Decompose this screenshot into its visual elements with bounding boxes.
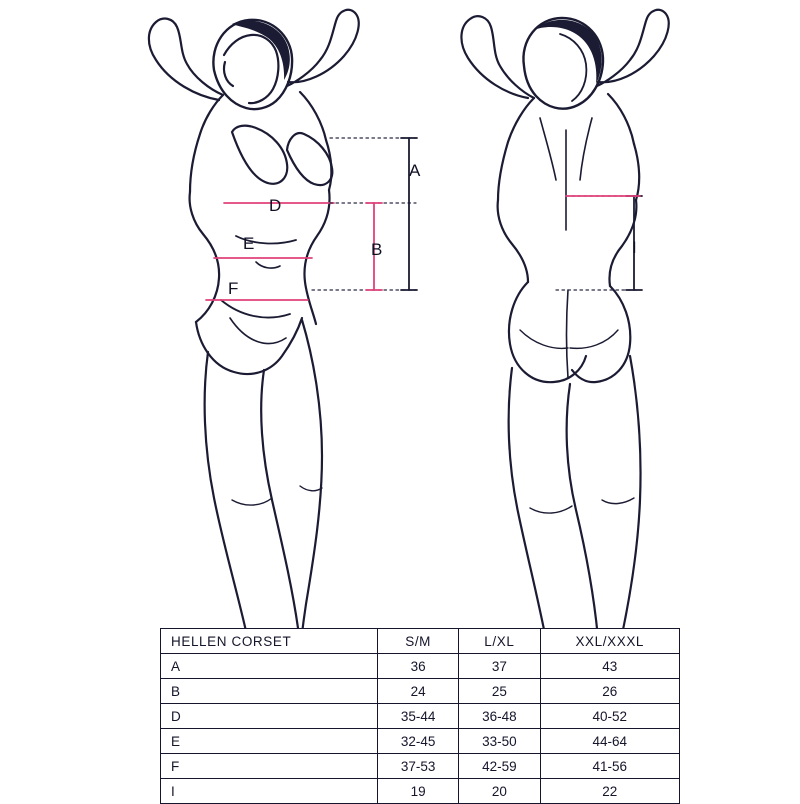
row-label-f: F (161, 754, 378, 779)
table-row (161, 729, 680, 754)
table-row (161, 654, 680, 679)
table-row (161, 704, 680, 729)
table-header-sm: S/M (378, 629, 459, 654)
measurement-label-A: A (409, 161, 421, 180)
cell-d-lxl: 36-48 (459, 704, 540, 729)
measurement-label-F: F (228, 279, 239, 298)
table-header-row (161, 629, 680, 654)
row-label-d: D (161, 704, 378, 729)
table-header-xxlxxxl: XXL/XXXL (540, 629, 680, 654)
cell-d-sm: 35-44 (378, 704, 459, 729)
measurement-label-B: B (371, 240, 383, 259)
row-label-a: A (161, 654, 378, 679)
table-row (161, 679, 680, 704)
size-table (160, 628, 680, 804)
measurement-guides (206, 138, 642, 300)
cell-e-lxl: 33-50 (459, 729, 540, 754)
row-label-b: B (161, 679, 378, 704)
table-header-product: HELLEN CORSET (161, 629, 378, 654)
table-row (161, 754, 680, 779)
cell-b-sm: 24 (378, 679, 459, 704)
row-label-e: E (161, 729, 378, 754)
cell-i-xxl: 22 (540, 779, 680, 804)
cell-e-xxl: 44-64 (540, 729, 680, 754)
cell-i-lxl: 20 (459, 779, 540, 804)
cell-a-xxl: 43 (540, 654, 680, 679)
cell-a-lxl: 37 (459, 654, 540, 679)
cell-f-xxl: 41-56 (540, 754, 680, 779)
cell-b-xxl: 26 (540, 679, 680, 704)
measurement-label-E: E (243, 234, 255, 253)
cell-b-lxl: 25 (459, 679, 540, 704)
measurement-label-I: I (632, 238, 638, 257)
measurement-label-D: D (269, 196, 282, 215)
cell-d-xxl: 40-52 (540, 704, 680, 729)
cell-i-sm: 19 (378, 779, 459, 804)
table-header-lxl: L/XL (459, 629, 540, 654)
cell-a-sm: 36 (378, 654, 459, 679)
row-label-i: I (161, 779, 378, 804)
cell-e-sm: 32-45 (378, 729, 459, 754)
cell-f-sm: 37-53 (378, 754, 459, 779)
cell-f-lxl: 42-59 (459, 754, 540, 779)
